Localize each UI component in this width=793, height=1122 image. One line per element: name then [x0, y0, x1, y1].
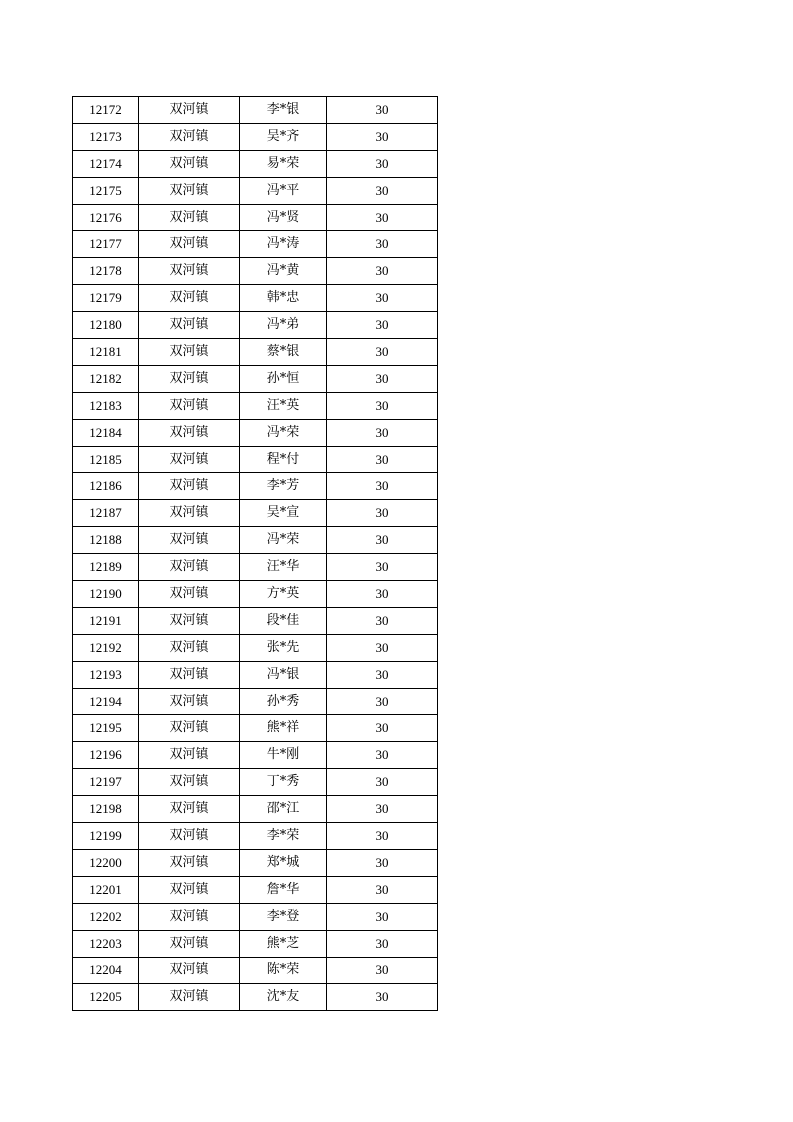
- person-name-cell: 冯*银: [240, 661, 327, 688]
- row-id-cell: 12188: [73, 527, 139, 554]
- person-name-cell: 段*佳: [240, 607, 327, 634]
- town-cell: 双河镇: [139, 554, 240, 581]
- amount-cell: 30: [327, 769, 438, 796]
- town-cell: 双河镇: [139, 984, 240, 1011]
- row-id-cell: 12173: [73, 123, 139, 150]
- table-row: [73, 312, 438, 339]
- person-name-cell: 李*荣: [240, 823, 327, 850]
- town-cell: 双河镇: [139, 123, 240, 150]
- row-id-cell: 12189: [73, 554, 139, 581]
- person-name-cell: 沈*友: [240, 984, 327, 1011]
- table-row: [73, 903, 438, 930]
- person-name-cell: 易*荣: [240, 150, 327, 177]
- table-row: [73, 446, 438, 473]
- row-id-cell: 12184: [73, 419, 139, 446]
- amount-cell: 30: [327, 581, 438, 608]
- person-name-cell: 冯*贤: [240, 204, 327, 231]
- amount-cell: 30: [327, 661, 438, 688]
- town-cell: 双河镇: [139, 392, 240, 419]
- table-row: [73, 769, 438, 796]
- town-cell: 双河镇: [139, 796, 240, 823]
- person-name-cell: 韩*忠: [240, 285, 327, 312]
- amount-cell: 30: [327, 339, 438, 366]
- amount-cell: 30: [327, 285, 438, 312]
- row-id-cell: 12196: [73, 742, 139, 769]
- table-row: [73, 607, 438, 634]
- row-id-cell: 12198: [73, 796, 139, 823]
- table-row: [73, 258, 438, 285]
- row-id-cell: 12172: [73, 97, 139, 124]
- person-name-cell: 吴*齐: [240, 123, 327, 150]
- town-cell: 双河镇: [139, 97, 240, 124]
- table-row: [73, 97, 438, 124]
- table-row: [73, 285, 438, 312]
- row-id-cell: 12186: [73, 473, 139, 500]
- town-cell: 双河镇: [139, 769, 240, 796]
- amount-cell: 30: [327, 742, 438, 769]
- row-id-cell: 12194: [73, 688, 139, 715]
- row-id-cell: 12180: [73, 312, 139, 339]
- table-row: [73, 688, 438, 715]
- town-cell: 双河镇: [139, 419, 240, 446]
- person-name-cell: 冯*黄: [240, 258, 327, 285]
- person-name-cell: 丁*秀: [240, 769, 327, 796]
- table-row: [73, 930, 438, 957]
- amount-cell: 30: [327, 123, 438, 150]
- row-id-cell: 12175: [73, 177, 139, 204]
- amount-cell: 30: [327, 419, 438, 446]
- person-name-cell: 张*先: [240, 634, 327, 661]
- row-id-cell: 12203: [73, 930, 139, 957]
- town-cell: 双河镇: [139, 823, 240, 850]
- person-name-cell: 李*登: [240, 903, 327, 930]
- table-row: [73, 204, 438, 231]
- amount-cell: 30: [327, 527, 438, 554]
- person-name-cell: 汪*英: [240, 392, 327, 419]
- person-name-cell: 冯*平: [240, 177, 327, 204]
- table-row: [73, 419, 438, 446]
- amount-cell: 30: [327, 823, 438, 850]
- amount-cell: 30: [327, 473, 438, 500]
- row-id-cell: 12179: [73, 285, 139, 312]
- town-cell: 双河镇: [139, 581, 240, 608]
- row-id-cell: 12197: [73, 769, 139, 796]
- person-name-cell: 孙*恒: [240, 365, 327, 392]
- row-id-cell: 12205: [73, 984, 139, 1011]
- table-row: [73, 796, 438, 823]
- town-cell: 双河镇: [139, 661, 240, 688]
- table-row: [73, 339, 438, 366]
- town-cell: 双河镇: [139, 150, 240, 177]
- town-cell: 双河镇: [139, 688, 240, 715]
- town-cell: 双河镇: [139, 849, 240, 876]
- row-id-cell: 12178: [73, 258, 139, 285]
- row-id-cell: 12199: [73, 823, 139, 850]
- row-id-cell: 12176: [73, 204, 139, 231]
- table-row: [73, 957, 438, 984]
- row-id-cell: 12204: [73, 957, 139, 984]
- row-id-cell: 12193: [73, 661, 139, 688]
- person-name-cell: 李*芳: [240, 473, 327, 500]
- person-name-cell: 冯*弟: [240, 312, 327, 339]
- amount-cell: 30: [327, 554, 438, 581]
- person-name-cell: 邵*江: [240, 796, 327, 823]
- table-row: [73, 849, 438, 876]
- table-row: [73, 177, 438, 204]
- amount-cell: 30: [327, 984, 438, 1011]
- table-row: [73, 365, 438, 392]
- amount-cell: 30: [327, 392, 438, 419]
- row-id-cell: 12174: [73, 150, 139, 177]
- person-name-cell: 蔡*银: [240, 339, 327, 366]
- row-id-cell: 12191: [73, 607, 139, 634]
- row-id-cell: 12183: [73, 392, 139, 419]
- town-cell: 双河镇: [139, 876, 240, 903]
- town-cell: 双河镇: [139, 258, 240, 285]
- person-name-cell: 牛*刚: [240, 742, 327, 769]
- row-id-cell: 12201: [73, 876, 139, 903]
- person-name-cell: 汪*华: [240, 554, 327, 581]
- row-id-cell: 12181: [73, 339, 139, 366]
- table-row: [73, 527, 438, 554]
- town-cell: 双河镇: [139, 500, 240, 527]
- person-name-cell: 冯*荣: [240, 527, 327, 554]
- row-id-cell: 12190: [73, 581, 139, 608]
- town-cell: 双河镇: [139, 285, 240, 312]
- table-row: [73, 150, 438, 177]
- person-name-cell: 孙*秀: [240, 688, 327, 715]
- town-cell: 双河镇: [139, 607, 240, 634]
- person-name-cell: 冯*荣: [240, 419, 327, 446]
- table-row: [73, 823, 438, 850]
- person-name-cell: 陈*荣: [240, 957, 327, 984]
- person-name-cell: 詹*华: [240, 876, 327, 903]
- town-cell: 双河镇: [139, 446, 240, 473]
- row-id-cell: 12195: [73, 715, 139, 742]
- town-cell: 双河镇: [139, 634, 240, 661]
- amount-cell: 30: [327, 258, 438, 285]
- amount-cell: 30: [327, 849, 438, 876]
- table-row: [73, 392, 438, 419]
- table-row: [73, 231, 438, 258]
- table-row: [73, 581, 438, 608]
- amount-cell: 30: [327, 688, 438, 715]
- town-cell: 双河镇: [139, 312, 240, 339]
- amount-cell: 30: [327, 957, 438, 984]
- town-cell: 双河镇: [139, 715, 240, 742]
- table-row: [73, 742, 438, 769]
- town-cell: 双河镇: [139, 177, 240, 204]
- table-row: [73, 984, 438, 1011]
- roster-table: [72, 96, 438, 1011]
- row-id-cell: 12200: [73, 849, 139, 876]
- amount-cell: 30: [327, 876, 438, 903]
- roster-table-body: [73, 97, 438, 1011]
- town-cell: 双河镇: [139, 365, 240, 392]
- row-id-cell: 12185: [73, 446, 139, 473]
- person-name-cell: 熊*祥: [240, 715, 327, 742]
- amount-cell: 30: [327, 903, 438, 930]
- amount-cell: 30: [327, 150, 438, 177]
- amount-cell: 30: [327, 796, 438, 823]
- table-row: [73, 715, 438, 742]
- person-name-cell: 冯*涛: [240, 231, 327, 258]
- amount-cell: 30: [327, 715, 438, 742]
- town-cell: 双河镇: [139, 903, 240, 930]
- table-row: [73, 661, 438, 688]
- table-row: [73, 554, 438, 581]
- amount-cell: 30: [327, 365, 438, 392]
- table-row: [73, 123, 438, 150]
- amount-cell: 30: [327, 607, 438, 634]
- amount-cell: 30: [327, 446, 438, 473]
- table-row: [73, 500, 438, 527]
- table-row: [73, 876, 438, 903]
- table-row: [73, 473, 438, 500]
- town-cell: 双河镇: [139, 742, 240, 769]
- table-row: [73, 634, 438, 661]
- person-name-cell: 郑*城: [240, 849, 327, 876]
- town-cell: 双河镇: [139, 339, 240, 366]
- town-cell: 双河镇: [139, 527, 240, 554]
- amount-cell: 30: [327, 930, 438, 957]
- row-id-cell: 12182: [73, 365, 139, 392]
- person-name-cell: 方*英: [240, 581, 327, 608]
- person-name-cell: 吴*宣: [240, 500, 327, 527]
- town-cell: 双河镇: [139, 930, 240, 957]
- town-cell: 双河镇: [139, 204, 240, 231]
- amount-cell: 30: [327, 634, 438, 661]
- amount-cell: 30: [327, 204, 438, 231]
- town-cell: 双河镇: [139, 957, 240, 984]
- person-name-cell: 熊*芝: [240, 930, 327, 957]
- row-id-cell: 12202: [73, 903, 139, 930]
- amount-cell: 30: [327, 312, 438, 339]
- person-name-cell: 程*付: [240, 446, 327, 473]
- row-id-cell: 12187: [73, 500, 139, 527]
- amount-cell: 30: [327, 231, 438, 258]
- row-id-cell: 12177: [73, 231, 139, 258]
- amount-cell: 30: [327, 97, 438, 124]
- amount-cell: 30: [327, 177, 438, 204]
- town-cell: 双河镇: [139, 473, 240, 500]
- row-id-cell: 12192: [73, 634, 139, 661]
- person-name-cell: 李*银: [240, 97, 327, 124]
- amount-cell: 30: [327, 500, 438, 527]
- town-cell: 双河镇: [139, 231, 240, 258]
